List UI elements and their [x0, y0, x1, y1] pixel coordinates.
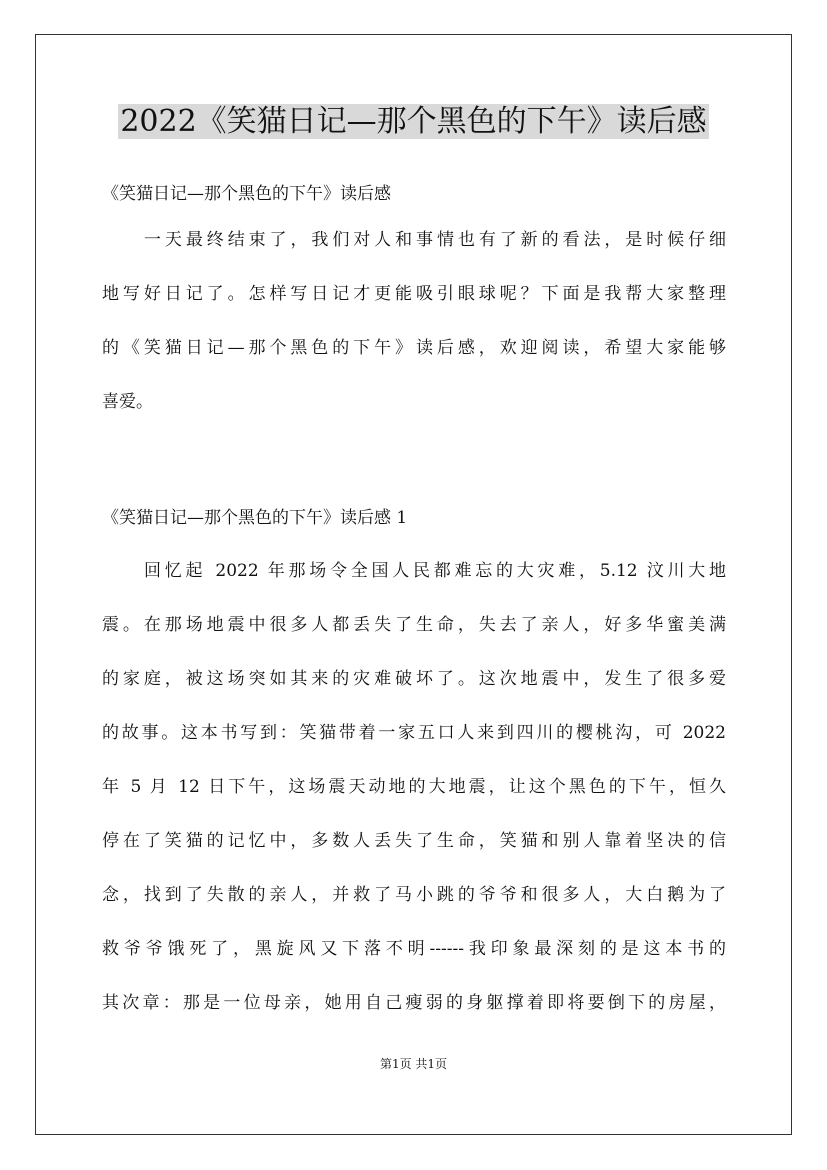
document-title-text: 2022《笑猫日记—那个黑色的下午》读后感 [120, 104, 707, 139]
section1-line: 震。在那场地震中很多人都丢失了生命，失去了亲人，好多华蜜美满 [102, 615, 726, 635]
section1-heading: 《笑猫日记—那个黑色的下午》读后感 1 [102, 508, 408, 528]
section1-paragraph [102, 544, 726, 1030]
page-footer: 第1页 共1页 [379, 1057, 448, 1071]
document-title [0, 100, 827, 144]
intro-heading: 《笑猫日记—那个黑色的下午》读后感 [102, 184, 391, 204]
intro-line: 喜爱。 [102, 392, 153, 412]
section1-line: 回忆起 2022 年那场令全国人民都难忘的大灾难，5.12 汶川大地 [144, 561, 726, 581]
section1-line: 的家庭，被这场突如其来的灾难破坏了。这次地震中，发生了很多爱 [102, 669, 726, 689]
section1-line: 救爷爷饿死了，黑旋风又下落不明------我印象最深刻的是这本书的 [102, 939, 726, 959]
section1-line: 停在了笑猫的记忆中，多数人丢失了生命，笑猫和别人靠着坚决的信 [102, 831, 726, 851]
section1-line: 年 5 月 12 日下午，这场震天动地的大地震，让这个黑色的下午，恒久 [102, 777, 726, 797]
intro-line: 地写好日记了。怎样写日记才更能吸引眼球呢？下面是我帮大家整理 [102, 284, 726, 304]
section1-line: 的故事。这本书写到：笑猫带着一家五口人来到四川的樱桃沟，可 2022 [102, 723, 726, 743]
intro-line: 的《笑猫日记—那个黑色的下午》读后感，欢迎阅读，希望大家能够 [102, 338, 726, 358]
section1-line: 其次章：那是一位母亲，她用自己瘦弱的身躯撑着即将要倒下的房屋， [102, 993, 726, 1013]
intro-line: 一天最终结束了，我们对人和事情也有了新的看法，是时候仔细 [144, 230, 726, 250]
intro-paragraph [102, 213, 726, 429]
section1-line: 念，找到了失散的亲人，并救了马小跳的爷爷和很多人，大白鹅为了 [102, 885, 726, 905]
